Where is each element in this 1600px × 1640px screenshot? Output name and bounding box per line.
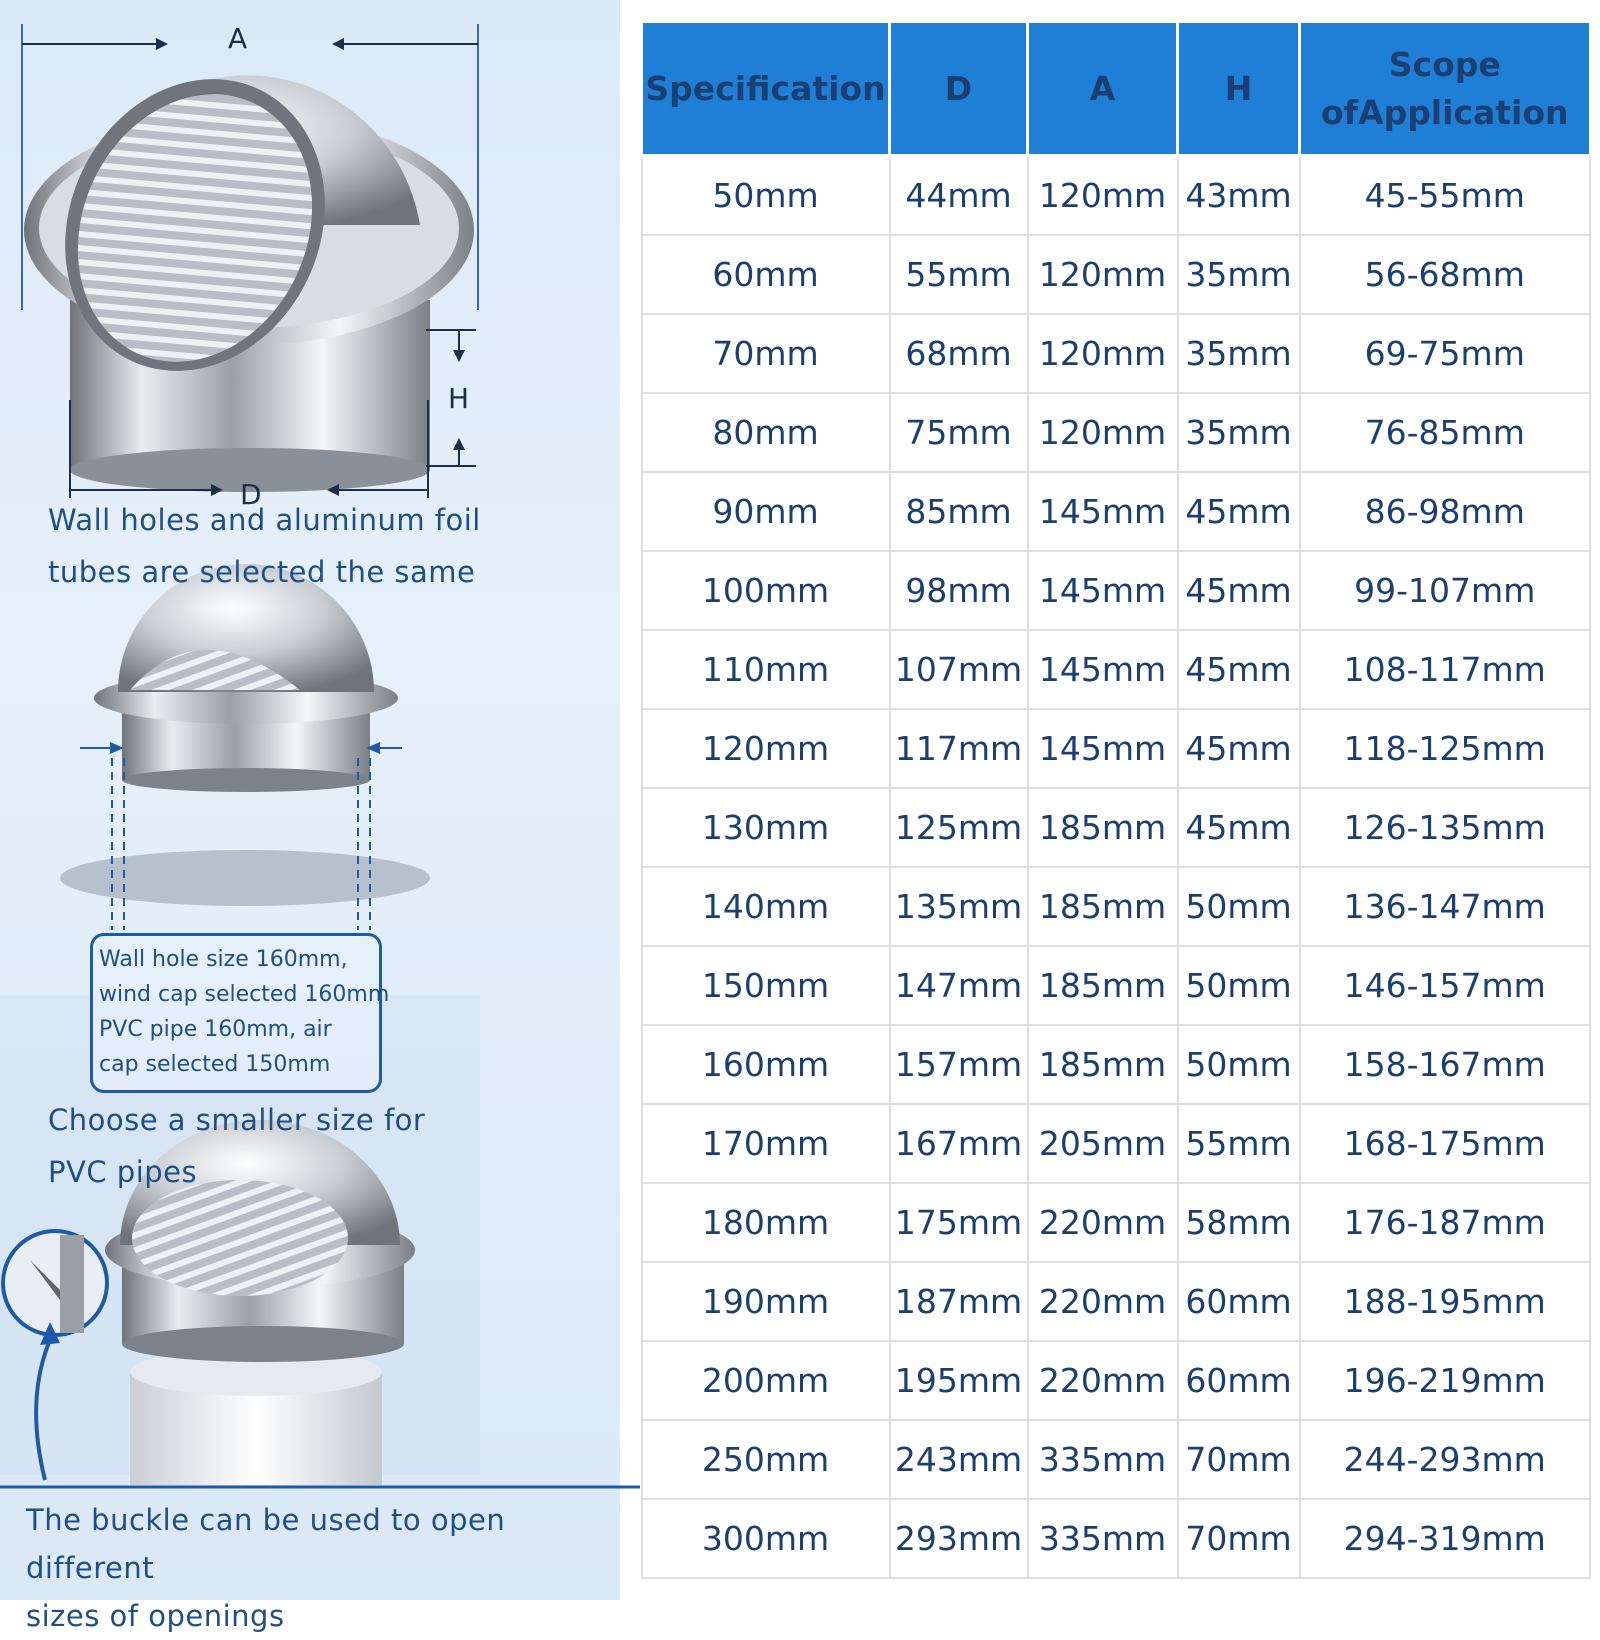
cell-scope: 108-117mm: [1300, 630, 1591, 709]
cell-a: 185mm: [1028, 946, 1178, 1025]
cell-a: 335mm: [1028, 1420, 1178, 1499]
table-row: [642, 551, 1591, 630]
table-row: [642, 314, 1591, 393]
product-diagram-panel: [0, 0, 620, 1633]
cell-scope: 136-147mm: [1300, 867, 1591, 946]
table-row: [642, 472, 1591, 551]
cell-h: 70mm: [1178, 1420, 1300, 1499]
cell-specification: 200mm: [642, 1341, 890, 1420]
cell-scope: 76-85mm: [1300, 393, 1591, 472]
cell-h: 35mm: [1178, 314, 1300, 393]
cell-h: 35mm: [1178, 235, 1300, 314]
caption-line: tubes are selected the same: [48, 555, 476, 589]
cell-a: 145mm: [1028, 709, 1178, 788]
cell-a: 120mm: [1028, 235, 1178, 314]
cell-specification: 50mm: [642, 156, 890, 236]
note-line: PVC pipe 160mm, air: [99, 1017, 332, 1042]
cell-d: 68mm: [890, 314, 1028, 393]
cell-a: 185mm: [1028, 788, 1178, 867]
cell-specification: 150mm: [642, 946, 890, 1025]
header-specification: Specification: [642, 22, 890, 156]
cell-d: 167mm: [890, 1104, 1028, 1183]
table-row: [642, 156, 1591, 236]
cell-h: 45mm: [1178, 630, 1300, 709]
table-row: [642, 235, 1591, 314]
middle-vent-cap: [60, 564, 430, 930]
wall-hole-note-box: [90, 933, 390, 1093]
table-row: [642, 1420, 1591, 1499]
cell-specification: 130mm: [642, 788, 890, 867]
specification-table: [640, 20, 1592, 1579]
cell-specification: 60mm: [642, 235, 890, 314]
cell-specification: 250mm: [642, 1420, 890, 1499]
vent-cap-illustrations: [0, 0, 620, 1600]
cell-d: 44mm: [890, 156, 1028, 236]
note-line: cap selected 150mm: [99, 1052, 331, 1077]
cell-a: 185mm: [1028, 1025, 1178, 1104]
cell-h: 43mm: [1178, 156, 1300, 236]
cell-specification: 180mm: [642, 1183, 890, 1262]
cell-h: 45mm: [1178, 709, 1300, 788]
table-body: [642, 156, 1591, 1579]
cell-h: 50mm: [1178, 1025, 1300, 1104]
cell-a: 145mm: [1028, 630, 1178, 709]
cell-scope: 99-107mm: [1300, 551, 1591, 630]
cell-a: 205mm: [1028, 1104, 1178, 1183]
cell-specification: 120mm: [642, 709, 890, 788]
table-row: [642, 1499, 1591, 1578]
cell-specification: 80mm: [642, 393, 890, 472]
cell-a: 145mm: [1028, 551, 1178, 630]
cell-h: 60mm: [1178, 1341, 1300, 1420]
caption-line: Choose a smaller size for: [48, 1103, 426, 1137]
cell-a: 120mm: [1028, 156, 1178, 236]
header-scope-of-application: Scope ofApplication: [1300, 22, 1591, 156]
cell-d: 75mm: [890, 393, 1028, 472]
cell-specification: 140mm: [642, 867, 890, 946]
header-a: A: [1028, 22, 1178, 156]
cell-scope: 196-219mm: [1300, 1341, 1591, 1420]
table-header-row: [642, 22, 1591, 156]
cell-specification: 300mm: [642, 1499, 890, 1578]
caption-line: PVC pipes: [48, 1155, 198, 1189]
cell-specification: 190mm: [642, 1262, 890, 1341]
cell-scope: 146-157mm: [1300, 946, 1591, 1025]
cell-scope: 45-55mm: [1300, 156, 1591, 236]
cell-a: 220mm: [1028, 1262, 1178, 1341]
cell-scope: 56-68mm: [1300, 235, 1591, 314]
cell-scope: 118-125mm: [1300, 709, 1591, 788]
caption-line: The buckle can be used to open different: [26, 1503, 506, 1585]
cell-h: 55mm: [1178, 1104, 1300, 1183]
cell-d: 98mm: [890, 551, 1028, 630]
wall-holes-caption: [48, 494, 481, 598]
cell-h: 45mm: [1178, 788, 1300, 867]
top-vent-cap: [18, 24, 478, 498]
cell-d: 157mm: [890, 1025, 1028, 1104]
cell-h: 50mm: [1178, 867, 1300, 946]
cell-specification: 170mm: [642, 1104, 890, 1183]
table-row: [642, 1341, 1591, 1420]
cell-d: 175mm: [890, 1183, 1028, 1262]
table-row: [642, 630, 1591, 709]
cell-h: 45mm: [1178, 472, 1300, 551]
cell-scope: 244-293mm: [1300, 1420, 1591, 1499]
cell-d: 85mm: [890, 472, 1028, 551]
table-row: [642, 709, 1591, 788]
table-row: [642, 1025, 1591, 1104]
table-row: [642, 946, 1591, 1025]
cell-h: 70mm: [1178, 1499, 1300, 1578]
cell-specification: 70mm: [642, 314, 890, 393]
cell-d: 187mm: [890, 1262, 1028, 1341]
table-row: [642, 1262, 1591, 1341]
cell-a: 120mm: [1028, 393, 1178, 472]
dimension-h-label: H: [448, 382, 470, 415]
cell-a: 145mm: [1028, 472, 1178, 551]
cell-a: 335mm: [1028, 1499, 1178, 1578]
cell-scope: 69-75mm: [1300, 314, 1591, 393]
cell-h: 50mm: [1178, 946, 1300, 1025]
cell-specification: 110mm: [642, 630, 890, 709]
cell-d: 125mm: [890, 788, 1028, 867]
cell-d: 107mm: [890, 630, 1028, 709]
caption-line: Wall holes and aluminum foil: [48, 503, 481, 537]
cell-h: 58mm: [1178, 1183, 1300, 1262]
cell-d: 117mm: [890, 709, 1028, 788]
cell-h: 60mm: [1178, 1262, 1300, 1341]
cell-a: 120mm: [1028, 314, 1178, 393]
note-line: Wall hole size 160mm,: [99, 947, 348, 972]
caption-line: sizes of openings: [26, 1599, 285, 1633]
header-d: D: [890, 22, 1028, 156]
cell-scope: 126-135mm: [1300, 788, 1591, 867]
cell-h: 35mm: [1178, 393, 1300, 472]
table-row: [642, 867, 1591, 946]
cell-h: 45mm: [1178, 551, 1300, 630]
cell-d: 55mm: [890, 235, 1028, 314]
table-row: [642, 1183, 1591, 1262]
cell-scope: 188-195mm: [1300, 1262, 1591, 1341]
dimension-d-label: D: [240, 478, 262, 511]
cell-specification: 160mm: [642, 1025, 890, 1104]
cell-a: 185mm: [1028, 867, 1178, 946]
cell-specification: 100mm: [642, 551, 890, 630]
dimension-a-label: A: [228, 22, 248, 55]
cell-d: 147mm: [890, 946, 1028, 1025]
header-h: H: [1178, 22, 1300, 156]
cell-d: 243mm: [890, 1420, 1028, 1499]
cell-d: 293mm: [890, 1499, 1028, 1578]
cell-scope: 158-167mm: [1300, 1025, 1591, 1104]
table-row: [642, 393, 1591, 472]
table-row: [642, 788, 1591, 867]
cell-scope: 168-175mm: [1300, 1104, 1591, 1183]
cell-scope: 86-98mm: [1300, 472, 1591, 551]
cell-a: 220mm: [1028, 1183, 1178, 1262]
note-line: wind cap selected 160mm: [99, 982, 390, 1007]
table-row: [642, 1104, 1591, 1183]
cell-d: 195mm: [890, 1341, 1028, 1420]
cell-a: 220mm: [1028, 1341, 1178, 1420]
cell-scope: 294-319mm: [1300, 1499, 1591, 1578]
cell-d: 135mm: [890, 867, 1028, 946]
pvc-caption: [48, 1094, 425, 1198]
buckle-caption: [26, 1496, 620, 1640]
cell-specification: 90mm: [642, 472, 890, 551]
cell-scope: 176-187mm: [1300, 1183, 1591, 1262]
